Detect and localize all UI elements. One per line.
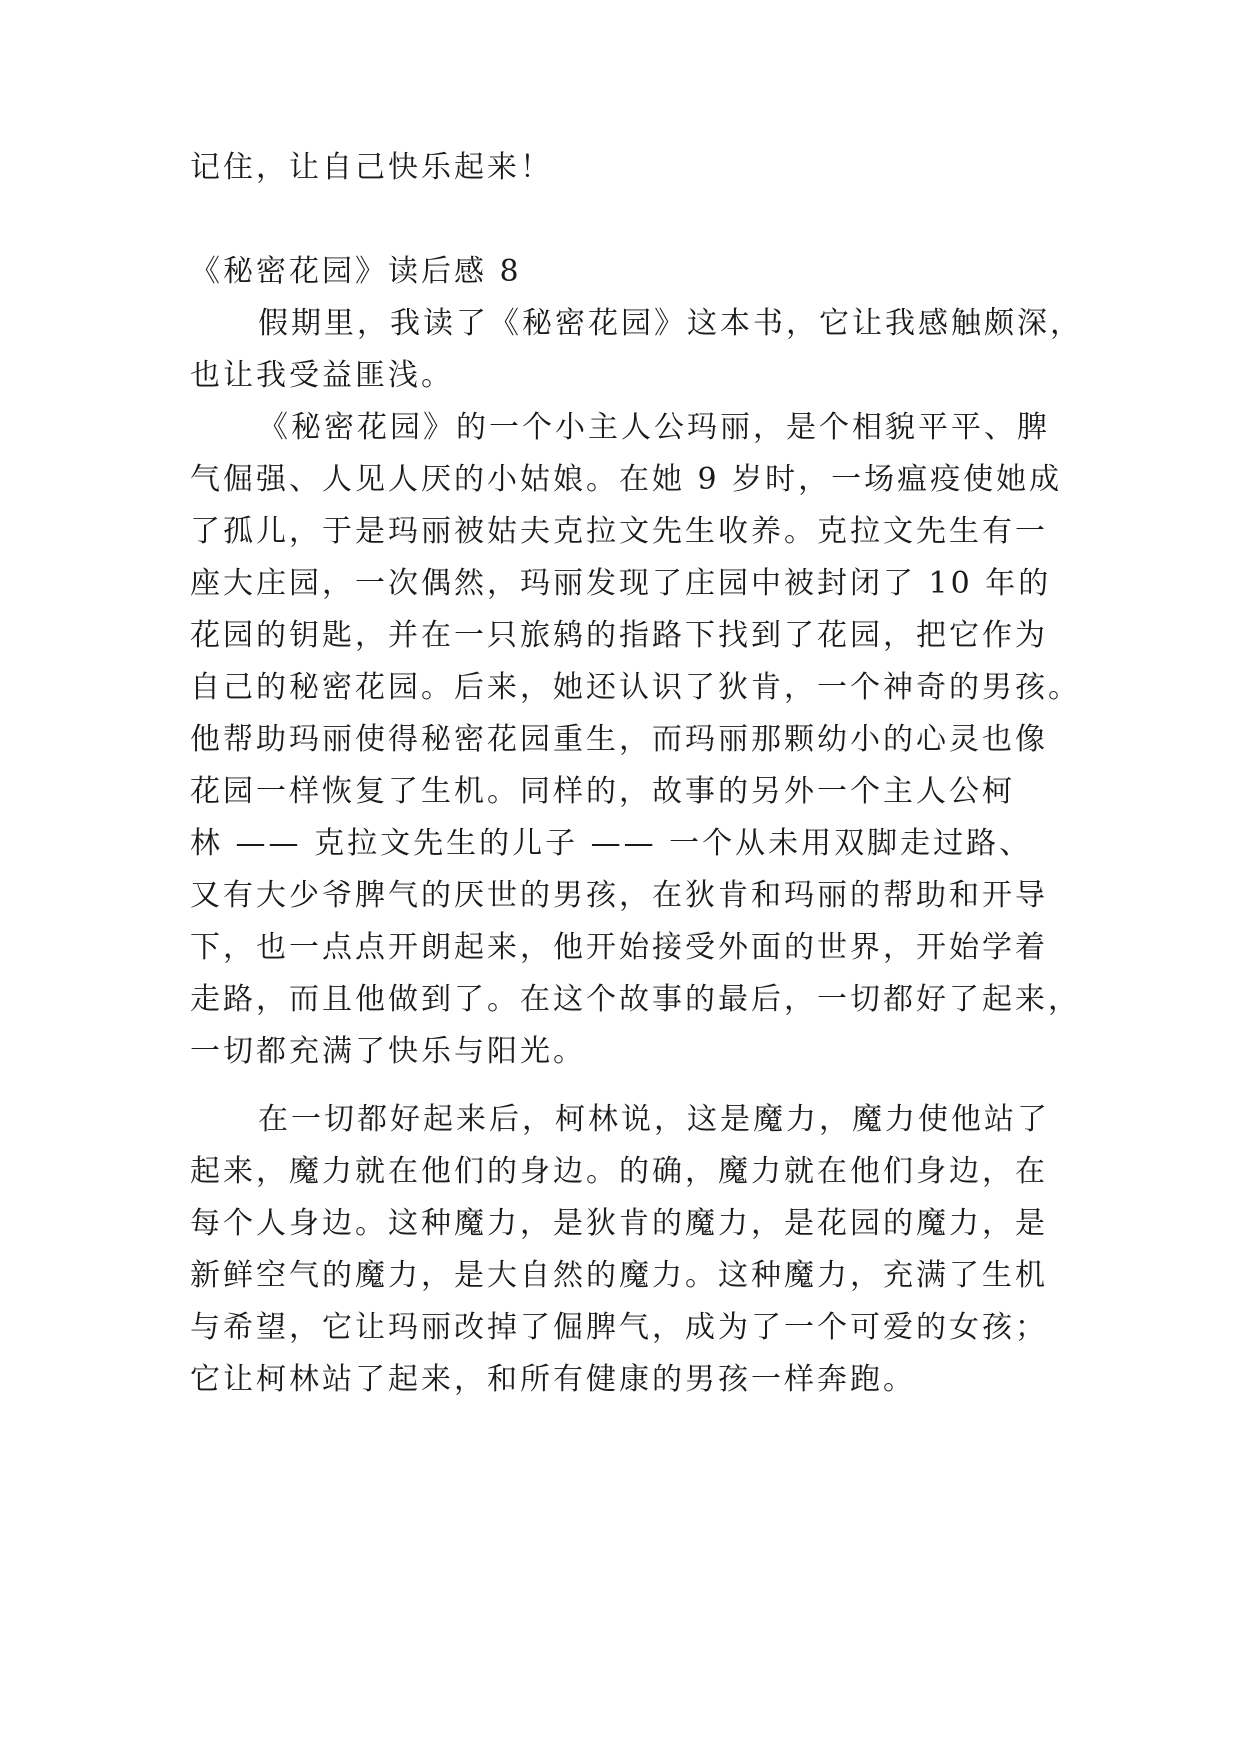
paragraph-line: 下，也一点点开朗起来，他开始接受外面的世界，开始学着 <box>190 930 1048 965</box>
paragraph-line: 座大庄园，一次偶然，玛丽发现了庄园中被封闭了 10 年的 <box>190 566 1052 601</box>
paragraph-line: 与希望，它让玛丽改掉了倔脾气，成为了一个可爱的女孩； <box>190 1310 1048 1345</box>
paragraph-line: 又有大少爷脾气的厌世的男孩，在狄肯和玛丽的帮助和开导 <box>190 878 1048 913</box>
paragraph-line: 假期里，我读了《秘密花园》这本书，它让我感触颇深， <box>258 306 1083 341</box>
paragraph-line: 每个人身边。这种魔力，是狄肯的魔力，是花园的魔力，是 <box>190 1206 1048 1241</box>
paragraph-line: 起来，魔力就在他们的身边。的确，魔力就在他们身边，在 <box>190 1154 1048 1189</box>
section-title: 《秘密花园》读后感 8 <box>190 254 522 289</box>
paragraph-line: 也让我受益匪浅。 <box>190 358 454 393</box>
paragraph-line: 《秘密花园》的一个小主人公玛丽，是个相貌平平、脾 <box>258 410 1050 445</box>
paragraph-line: 在一切都好起来后，柯林说，这是魔力，魔力使他站了 <box>258 1102 1050 1137</box>
paragraph-line: 一切都充满了快乐与阳光。 <box>190 1034 586 1069</box>
paragraph-line: 了孤儿，于是玛丽被姑夫克拉文先生收养。克拉文先生有一 <box>190 514 1048 549</box>
paragraph-line: 它让柯林站了起来，和所有健康的男孩一样奔跑。 <box>190 1362 916 1397</box>
paragraph-line: 走路，而且他做到了。在这个故事的最后，一切都好了起来， <box>190 982 1081 1017</box>
closing-line: 记住，让自己快乐起来！ <box>190 150 553 185</box>
paragraph-line: 他帮助玛丽使得秘密花园重生，而玛丽那颗幼小的心灵也像 <box>190 722 1048 757</box>
paragraph-line: 花园的钥匙，并在一只旅鸫的指路下找到了花园，把它作为 <box>190 618 1048 653</box>
paragraph-line: 林 —— 克拉文先生的儿子 —— 一个从未用双脚走过路、 <box>190 826 1033 861</box>
paragraph-line: 新鲜空气的魔力，是大自然的魔力。这种魔力，充满了生机 <box>190 1258 1048 1293</box>
paragraph-line: 气倔强、人见人厌的小姑娘。在她 9 岁时，一场瘟疫使她成 <box>190 462 1063 497</box>
paragraph-line: 花园一样恢复了生机。同样的，故事的另外一个主人公柯 <box>190 774 1015 809</box>
paragraph-line: 自己的秘密花园。后来，她还认识了狄肯，一个神奇的男孩。 <box>190 670 1081 705</box>
